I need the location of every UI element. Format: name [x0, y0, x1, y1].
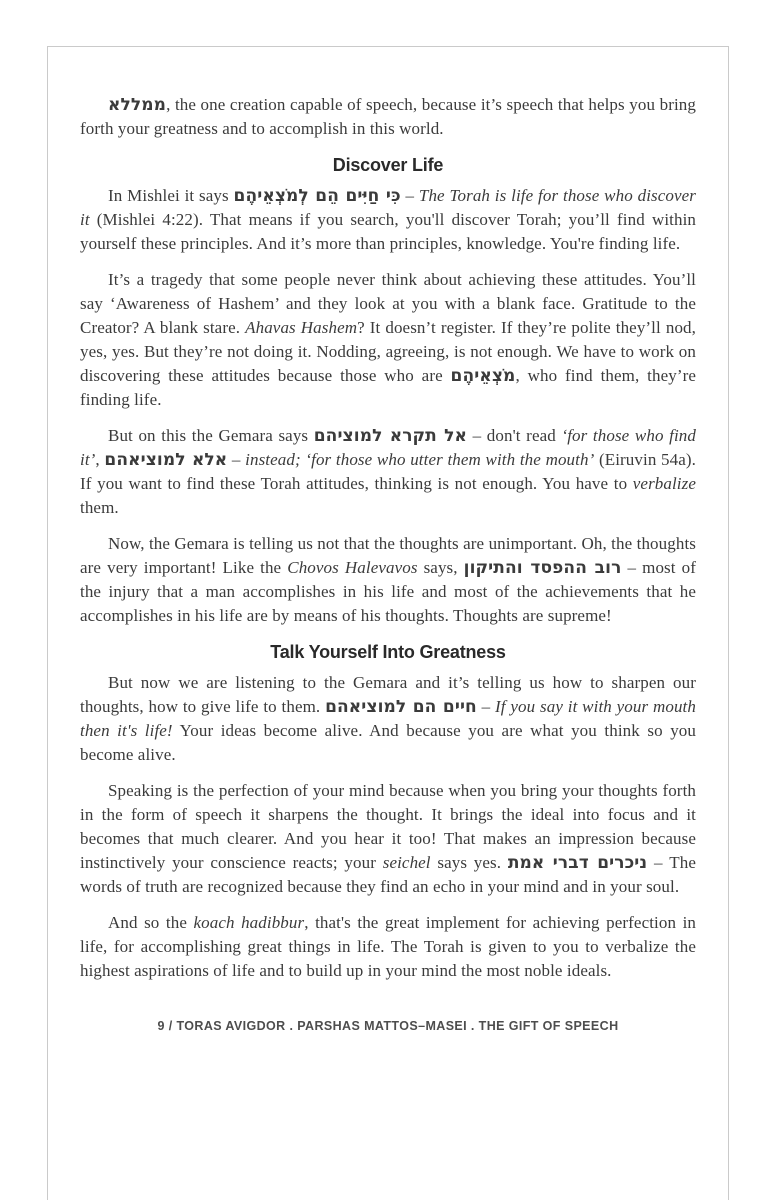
- hebrew-phrase: אל תקרא למוציהם: [313, 426, 468, 446]
- paragraph: [80, 424, 696, 520]
- paragraph: [80, 268, 696, 412]
- body-text: (Mishlei 4:22). That means if you search, you'll discover Torah; you’ll find within yourself these principles. And it’s more than principles, knowledge. You're finding life.: [80, 210, 696, 253]
- body-text: But on this the Gemara says: [108, 426, 314, 445]
- italic-text: Ahavas Hashem: [245, 318, 358, 337]
- body-text: But now we are listening to the Gemara and it’s telling us how to sharpen our thoughts, how to give life to them.: [80, 673, 696, 716]
- paragraph: [80, 184, 696, 256]
- paragraph: [80, 93, 696, 141]
- hebrew-phrase: רוב ההפסד והתיקון: [463, 558, 622, 578]
- paragraph: [80, 911, 696, 983]
- italic-text: verbalize: [632, 474, 696, 493]
- body-text: , the one creation capable of speech, because it’s speech that helps you bring forth your greatness and to accomplish in this world.: [80, 95, 696, 138]
- hebrew-phrase: מֹצְאֵיהֶם: [450, 366, 516, 386]
- italic-text: ‘for those who find it’: [80, 426, 696, 469]
- body-text: – The words of truth are recognized because they find an echo in your mind and in your soul.: [80, 853, 697, 896]
- book-page: [47, 46, 729, 1200]
- body-text: them.: [80, 498, 119, 517]
- page-footer: 9 / TORAS AVIGDOR . PARSHAS MATTOS–MASEI . THE GIFT OF SPEECH: [157, 1019, 619, 1033]
- hebrew-phrase: חיים הם למוציאהם: [325, 697, 477, 717]
- body-text: says,: [417, 558, 464, 577]
- body-text: – most of the injury that a man accomplishes in his life and most of the achievements that he accomplishes in his life are by means of his thoughts. Thoughts are supreme!: [80, 558, 696, 625]
- section-heading: Talk Yourself Into Greatness: [270, 642, 506, 662]
- hebrew-phrase: ממללא: [108, 95, 167, 115]
- hebrew-phrase: כִּי חַיִּים הֵם לְמֹצְאֵיהֶם: [233, 186, 401, 206]
- body-text: And so the: [108, 913, 194, 932]
- paragraph: [80, 532, 696, 628]
- body-text: Now, the Gemara is telling us not that the thoughts are unimportant. Oh, the thoughts are very important! Like the: [80, 534, 696, 577]
- body-text: –: [476, 697, 496, 716]
- paragraph: [80, 779, 696, 899]
- italic-text: If you say it with your mouth then it's life!: [80, 697, 696, 740]
- body-text: , who find them, they’re finding life.: [80, 366, 696, 409]
- body-text: (Eiruvin 54a). If you want to find these Torah attitudes, thinking is not enough. You have to: [80, 450, 697, 493]
- body-text: , that's the great implement for achieving perfection in life, for accomplishing great things in life. The Torah is given to you to verbalize the highest aspirations of life and to build up in your mind the most noble ideals.: [80, 913, 696, 980]
- body-text: –: [227, 450, 246, 469]
- body-text: Your ideas become alive. And because you are what you think so you become alive.: [80, 721, 696, 764]
- body-text: In Mishlei it says: [108, 186, 234, 205]
- italic-text: koach hadibbur: [193, 913, 305, 932]
- page-content: [80, 93, 696, 983]
- hebrew-phrase: אלא למוציאהם: [104, 450, 228, 470]
- body-text: –: [400, 186, 419, 205]
- body-text: ,: [95, 450, 105, 469]
- body-text: It’s a tragedy that some people never think about achieving these attitudes. You’ll say ‘Awareness of Hashem’ and they look at you with a blank face. Gratitude to the Creator? A blank stare.: [80, 270, 696, 337]
- italic-text: instead; ‘for those who utter them with the mouth’: [245, 450, 595, 469]
- body-text: says yes.: [430, 853, 508, 872]
- hebrew-phrase: ניכרים דברי אמת: [507, 853, 648, 873]
- body-text: ? It doesn’t register. If they’re polite they’ll nod, yes, yes. But they’re not doing it. Nodding, agreeing, is not enough. We have to work on discovering these attitudes because those who are: [80, 318, 696, 385]
- section-heading: Discover Life: [332, 155, 444, 175]
- italic-text: The Torah is life for those who discover it: [80, 186, 697, 229]
- italic-text: Chovos Halevavos: [287, 558, 418, 577]
- paragraph: [80, 671, 696, 767]
- body-text: – don't read: [467, 426, 562, 445]
- italic-text: seichel: [382, 853, 431, 872]
- body-text: Speaking is the perfection of your mind because when you bring your thoughts forth in the form of speech it sharpens the thought. It brings the ideal into focus and it becomes that much clearer. And you hear it too! That makes an impression because instinctively your conscience reacts; your: [80, 781, 696, 872]
